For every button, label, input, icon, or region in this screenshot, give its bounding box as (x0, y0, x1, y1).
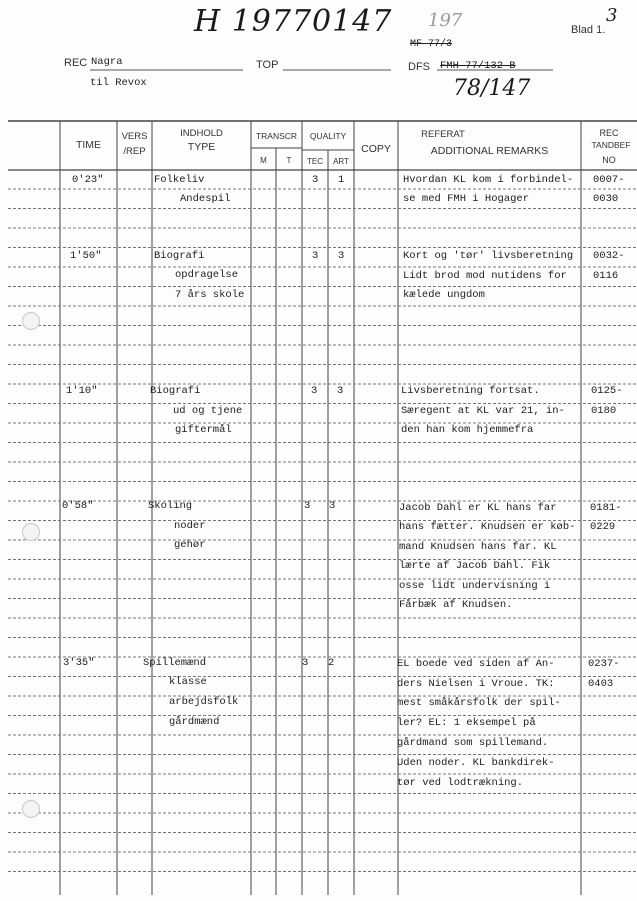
entry-remark-line: tør ved lodtrækning. (397, 777, 524, 789)
entry-tape-no: 0229 (590, 521, 616, 533)
col-header-tandbef: TANDBEF (591, 140, 631, 150)
sheet-number-hand: 3 (606, 5, 618, 26)
entry-remark-line: osse lidt undervisning i (399, 580, 551, 592)
entry-quality-tec: 3 (312, 250, 319, 262)
handwritten-faint-number: 197 (428, 10, 463, 31)
entry-tape-no: 0237- (588, 658, 620, 670)
col-header-m: M (260, 156, 267, 165)
entry-type-line: klasse (169, 676, 207, 688)
col-header-referat: REFERAT (421, 129, 465, 140)
dfs-label: DFS (408, 61, 430, 73)
entry-remark-line: Fårbæk af Knudsen. (399, 599, 513, 611)
entry-remark-line: ler? EL: 1 eksempel på (397, 717, 536, 729)
entry-type-line: ud og tjene (173, 405, 243, 417)
entry-type-line: 7 års skole (175, 289, 245, 301)
entry-tape-no: 0030 (593, 193, 619, 205)
entry-type-line: Spillemænd (143, 657, 207, 669)
entry-time: 0'23" (72, 174, 104, 186)
entry-remark-line: Særegent at KL var 21, in- (401, 405, 565, 417)
entry-tape-no: 0403 (588, 678, 614, 690)
col-header-rec: REC (599, 128, 619, 138)
entry-type-line: opdragelse (175, 269, 239, 281)
entry-remark-line: gårdmand som spillemand. (397, 737, 549, 749)
col-header-vers: VERS (121, 131, 148, 142)
entry-remark-line: hans fætter. Knudsen er køb- (399, 521, 576, 533)
entry-quality-tec: 3 (312, 174, 319, 186)
dfs-value: FMH 77/132 B (440, 60, 516, 72)
punch-hole (22, 800, 40, 818)
col-header-art: ART (333, 157, 349, 166)
entry-remark-line: se med FMH i Hogager (403, 193, 530, 205)
entry-remark-line: mest småkårsfolk der spil- (397, 697, 561, 709)
entry-time: 0'58" (62, 500, 94, 512)
entry-remark-line: Jacob Dahl er KL hans far (399, 502, 557, 514)
col-header-tec: TEC (307, 157, 323, 166)
entry-tape-no: 0180 (591, 405, 617, 417)
entry-type-line: giftermål (175, 424, 232, 436)
entry-type-line: gehør (174, 539, 206, 551)
entry-remark-line: den han kom hjemmefra (401, 424, 534, 436)
rec-value: Nagra (91, 56, 123, 68)
col-header-indhold: INDHOLD (180, 128, 223, 139)
mf-value: MF 77/3 (410, 39, 453, 50)
entry-type-line: Skoling (148, 500, 193, 512)
entry-quality-art: 3 (337, 385, 344, 397)
entry-quality-art: 3 (338, 250, 345, 262)
col-header-transcr: TRANSCR (255, 131, 298, 141)
entry-quality-art: 3 (329, 500, 336, 512)
entry-time: 1'50" (70, 250, 102, 262)
entry-tape-no: 0032- (593, 250, 625, 262)
entry-remark-line: Lidt brod mod nutidens for (403, 270, 567, 282)
entry-quality-tec: 3 (304, 500, 311, 512)
entry-remark-line: ders Nielsen i Vroue. TK: (397, 678, 555, 690)
entry-tape-no: 0116 (593, 270, 619, 282)
col-header-quality: QUALITY (309, 131, 347, 141)
entry-quality-art: 2 (328, 657, 335, 669)
entry-remark-line: Uden noder. KL bankdirek- (397, 757, 555, 769)
entry-quality-tec: 3 (311, 385, 318, 397)
entry-quality-art: 1 (338, 174, 345, 186)
entry-type-line: noder (174, 520, 206, 532)
entry-type-line: arbejdsfolk (169, 696, 239, 708)
entry-type-line: Biografi (150, 385, 201, 397)
entry-time: 1'10" (66, 385, 98, 397)
rec-label: REC (64, 57, 88, 69)
col-header-type: TYPE (187, 141, 216, 153)
punch-hole (22, 523, 40, 541)
entry-tape-no: 0181- (590, 502, 622, 514)
col-header-remarks: ADDITIONAL REMARKS (430, 145, 549, 157)
col-header-no: NO (602, 155, 616, 165)
entry-remark-line: lærte af Jacob Dahl. Fik (399, 560, 551, 572)
entry-type-line: Folkeliv (154, 174, 205, 186)
entry-remark-line: Hvordan KL kom i forbindel- (403, 174, 574, 186)
sheet-label: Blad 1. (571, 24, 606, 36)
entry-remark-line: Livsberetning fortsat. (401, 385, 540, 397)
col-header-time: TIME (75, 139, 102, 151)
entry-tape-no: 0125- (591, 385, 623, 397)
entry-remark-line: EL boede ved siden af An- (397, 658, 555, 670)
col-header-t: T (286, 156, 292, 165)
handwritten-reference: 78/147 (453, 76, 531, 101)
col-header-copy: COPY (361, 143, 391, 155)
entry-remark-line: mand Knudsen hans far. KL (399, 541, 557, 553)
handwritten-archive-id: H 19770147 (194, 4, 393, 39)
entry-quality-tec: 3 (302, 657, 309, 669)
col-header-rep: /REP (123, 146, 146, 157)
entry-type-line: gårdmænd (169, 716, 220, 728)
entry-remark-line: kælede ungdom (403, 289, 485, 301)
entry-time: 3'35" (63, 657, 95, 669)
entry-type-line: Biografi (154, 250, 205, 262)
rec-value-2: til Revox (90, 77, 147, 89)
entry-remark-line: Kort og 'tør' livsberetning (403, 250, 574, 262)
punch-hole (22, 312, 40, 330)
top-label: TOP (256, 59, 279, 71)
entry-type-line: Andespil (180, 193, 231, 205)
entry-tape-no: 0007- (593, 174, 625, 186)
